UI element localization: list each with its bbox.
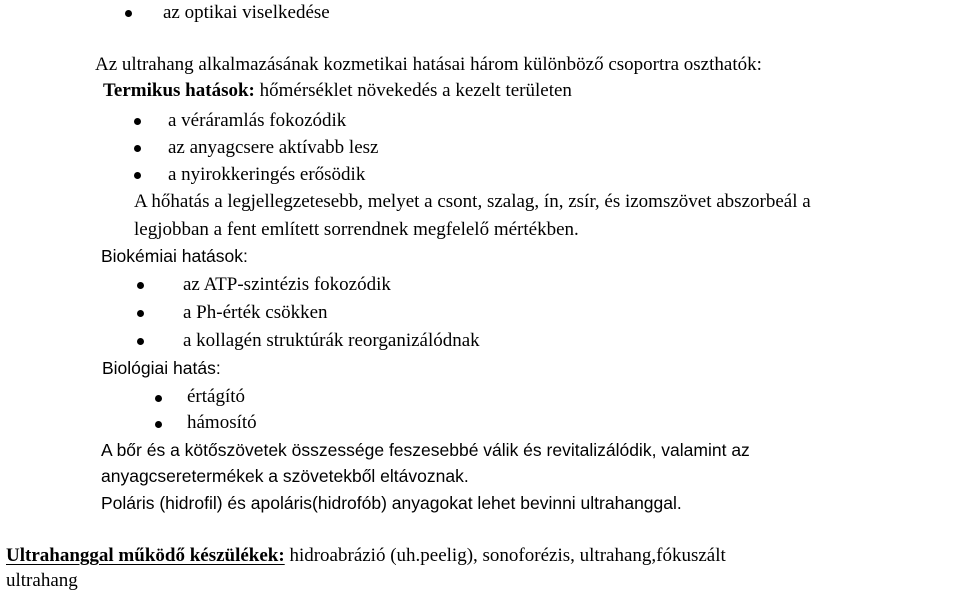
list-item: az ATP-szintézis fokozódik [183,274,391,295]
bullet-icon [137,282,144,289]
bullet-icon [155,395,162,402]
thermal-heading-line [103,80,572,102]
intro-paragraph: Az ultrahang alkalmazásának kozmetikai hatásai három különböző csoportra oszthatók: [95,54,762,75]
biological-heading: Biológiai hatás: [102,358,221,378]
summary-paragraph: A bőr és a kötőszövetek összessége feszesebbé válik és revitalizálódik, valamint az [101,440,750,460]
thermal-heading: Termikus hatások: [103,80,255,101]
bullet-icon [137,310,144,317]
biochemical-heading: Biokémiai hatások: [101,246,248,266]
list-item: a nyirokkeringés erősödik [168,164,366,185]
list-item: a véráramlás fokozódik [168,110,347,131]
thermal-note: A hőhatás a legjellegzetesebb, melyet a csont, szalag, ín, zsír, és izomszövet abszorbeál a [134,191,811,212]
bullet-icon [134,172,141,179]
bullet-icon [155,421,162,428]
thermal-heading-rest: hőmérséklet növekedés a kezelt területen [254,80,572,101]
bullet-icon [134,118,141,125]
thermal-note: legjobban a fent említett sorrendnek megfelelő mértékben. [134,219,579,240]
polar-paragraph: Poláris (hidrofil) és apoláris(hidrofób) anyagokat lehet bevinni ultrahanggal. [101,493,682,513]
bullet-icon [134,145,141,152]
bullet-icon [137,338,144,345]
list-item: az anyagcsere aktívabb lesz [168,137,379,158]
list-item: a kollagén struktúrák reorganizálódnak [183,330,480,351]
devices-label: Ultrahanggal működő készülékek: [6,545,285,566]
bullet-icon [125,10,132,17]
list-item: hámosító [187,412,257,433]
devices-text-continued: ultrahang [6,570,78,591]
devices-line [6,545,726,567]
summary-paragraph: anyagcseretermékek a szövetekből eltávoznak. [101,466,469,486]
list-item: az optikai viselkedése [163,2,330,23]
list-item: értágító [187,386,246,407]
devices-text: hidroabrázió (uh.peelig), sonoforézis, ultrahang,fókuszált [284,545,726,566]
list-item: a Ph-érték csökken [183,302,328,323]
